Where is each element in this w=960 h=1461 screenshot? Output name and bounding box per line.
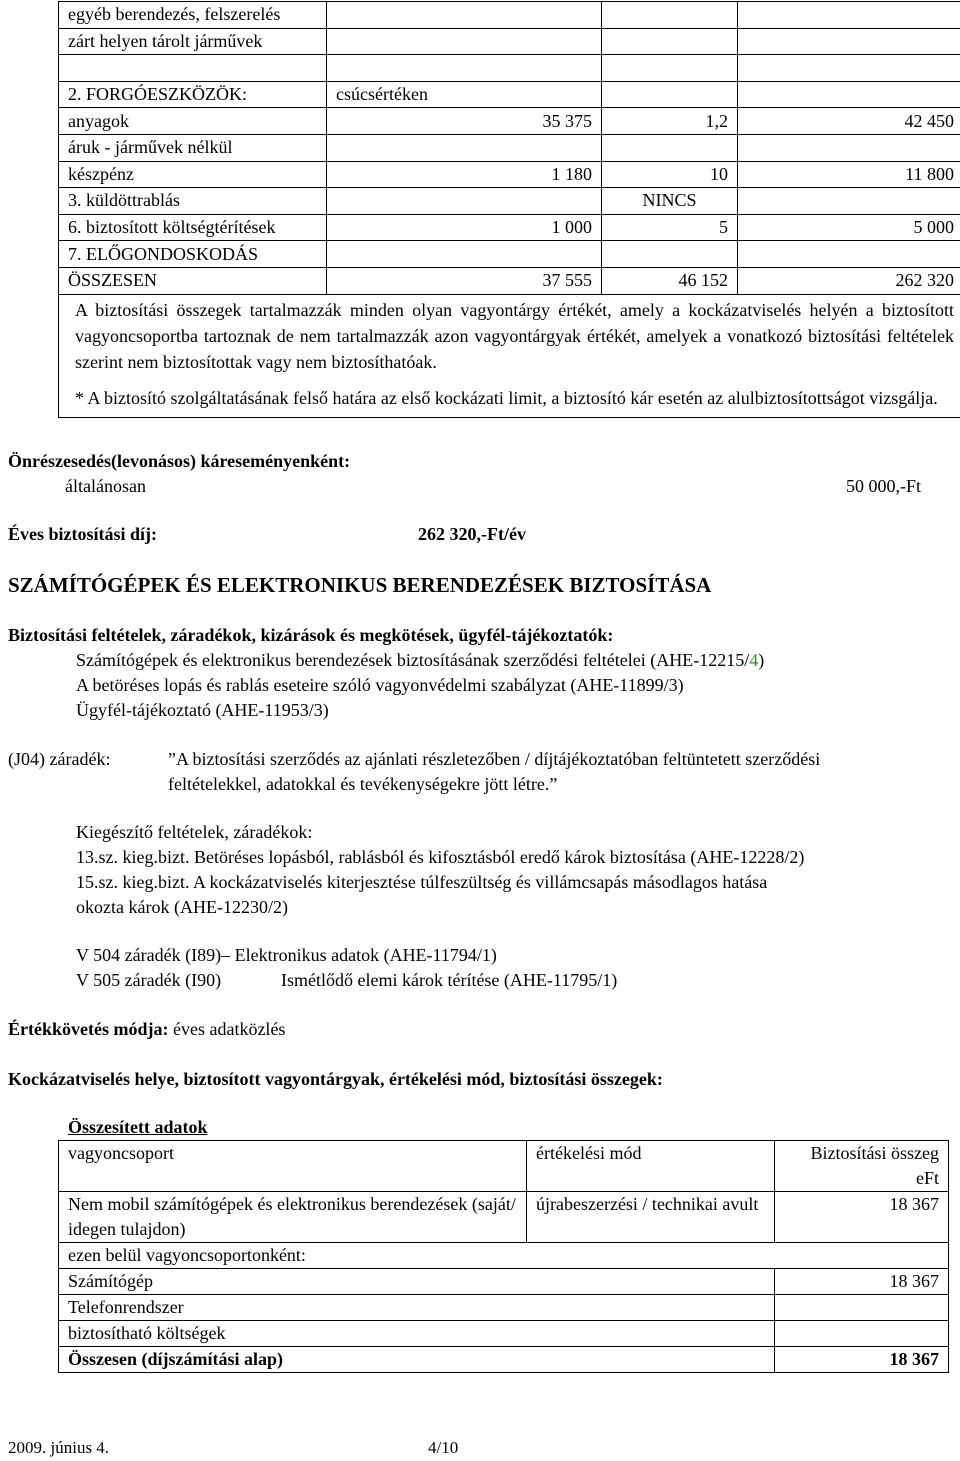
cell-value: 1,2 (602, 108, 738, 135)
cell-value: 1 180 (327, 161, 602, 188)
cell-group: ezen belül vagyoncsoportonként: (59, 1243, 949, 1269)
cell-value: 262 320 (738, 267, 960, 294)
conditions-line-2: A betöréses lopás és rablás eseteire szóló vagyonvédelmi szabályzat (AHE-11899/3) (76, 675, 684, 695)
cell-value: NINCS (602, 188, 738, 215)
cell-amount (775, 1321, 949, 1347)
summary-title: Összesített adatok (68, 1117, 208, 1137)
column-header: Biztosítási összeg eFt (775, 1141, 949, 1192)
row-label: egyéb berendezés, felszerelés (59, 2, 327, 29)
row-label: zárt helyen tárolt járművek (59, 28, 327, 55)
row-label: 7. ELŐGONDOSKODÁS (59, 241, 327, 268)
table-note-row (59, 294, 960, 417)
clause-v505-text: Ismétlődő elemi károk térítése (AHE-11795/1) (281, 970, 618, 990)
footer-date: 2009. június 4. (8, 1438, 110, 1457)
table-row (59, 55, 960, 82)
column-header: értékelési mód (527, 1141, 775, 1192)
table-row (59, 81, 960, 108)
clause-label: (J04) záradék: (8, 749, 111, 769)
cell-value: 35 375 (327, 108, 602, 135)
table-row (59, 1321, 949, 1347)
cell-amount: 18 367 (775, 1192, 949, 1243)
table-row (59, 108, 960, 135)
table-header-row (59, 1141, 949, 1192)
cell-method: újrabeszerzési / technikai avult (527, 1192, 775, 1243)
table-row (59, 214, 960, 241)
cell-value: 11 800 (738, 161, 960, 188)
table-row (59, 161, 960, 188)
total-amount: 18 367 (775, 1347, 949, 1373)
supplementary-line-2: 15.sz. kieg.bizt. A kockázatviselés kiterjesztése túlfeszültség és villámcsapás másodlagos hatása (76, 872, 768, 892)
table-row (59, 1269, 949, 1295)
cell-value: csúcsértéken (327, 81, 602, 108)
footer-page-number: 4/10 (428, 1438, 459, 1457)
table-row (59, 1192, 949, 1243)
row-label: áruk - járművek nélkül (59, 134, 327, 161)
conditions-line-1: Számítógépek és elektronikus berendezések biztosításának szerződési feltételei (AHE-12215/4) (76, 650, 765, 670)
clause-v504: V 504 záradék (I89)– Elektronikus adatok (AHE-11794/1) (76, 945, 497, 965)
cell-value: 5 000 (738, 214, 960, 241)
conditions-line-3: Ügyfél-tájékoztató (AHE-11953/3) (76, 700, 329, 720)
section-title: SZÁMÍTÓGÉPEK ÉS ELEKTRONIKUS BERENDEZÉSEK BIZTOSÍTÁSA (8, 573, 712, 597)
deductible-heading: Önrészesedés(levonásos) káreseményenként: (8, 451, 351, 471)
cell-value: 37 555 (327, 267, 602, 294)
row-label: 6. biztosított költségtérítések (59, 214, 327, 241)
row-label: ÖSSZESEN (59, 267, 327, 294)
cell-group: biztosítható költségek (59, 1321, 775, 1347)
table-row (59, 1295, 949, 1321)
conditions-heading: Biztosítási feltételek, záradékok, kizárások és megkötések, ügyfél-tájékoztatók: (8, 625, 614, 645)
table-row (59, 188, 960, 215)
column-header: vagyoncsoport (59, 1141, 527, 1192)
premium-value: 262 320,-Ft/év (418, 524, 526, 544)
clause-v505-code: V 505 záradék (I90) (76, 970, 222, 990)
table-row-total (59, 267, 960, 294)
cell-amount: 18 367 (775, 1269, 949, 1295)
table-row (59, 134, 960, 161)
cell-value: 46 152 (602, 267, 738, 294)
coverage-note: A biztosítási összegek tartalmazzák minden olyan vagyontárgy értékét, amely a kockázatviselés helyén a biztosított vagyoncsoportba tartoznak de nem tartalmazzák azon vagyontárgyak értékét, amelyek a vonatkozó biztosítási feltételek szerint nem biztosítottak vagy nem biztosíthatóak. (75, 299, 954, 372)
row-label: 2. FORGÓESZKÖZÖK: (59, 81, 327, 108)
table-row (59, 2, 960, 29)
cell-group: Számítógép (59, 1269, 775, 1295)
row-label: anyagok (59, 108, 327, 135)
limit-note: * A biztosító szolgáltatásának felső határa az első kockázati limit, a biztosító kár esetén az alulbiztosítottságot vizsgálja. (75, 387, 938, 408)
table-row (59, 1243, 949, 1269)
clause-text-1: ”A biztosítási szerződés az ajánlati részletezőben / díjtájékoztatóban feltüntetett szerződési (168, 749, 821, 769)
cell-amount (775, 1295, 949, 1321)
table-row (59, 28, 960, 55)
premium-label: Éves biztosítási díj: (8, 524, 158, 544)
table-row (59, 241, 960, 268)
row-label: készpénz (59, 161, 327, 188)
valuation-line: Értékkövetés módja: éves adatközlés (8, 1019, 286, 1039)
cell-value: 10 (602, 161, 738, 188)
cell-value: 5 (602, 214, 738, 241)
cell-value: 1 000 (327, 214, 602, 241)
clause-text-2: feltételekkel, adatokkal és tevékenységekre jött létre.” (168, 774, 558, 794)
table-row-total (59, 1347, 949, 1373)
cell-value: 42 450 (738, 108, 960, 135)
supplementary-line-1: 13.sz. kieg.bizt. Betöréses lopásból, rablásból és kifosztásból eredő károk biztosítása (AHE-12228/2) (76, 847, 805, 867)
supplementary-line-3: okozta károk (AHE-12230/2) (76, 897, 288, 917)
risk-location-heading: Kockázatviselés helye, biztosított vagyontárgyak, értékelési mód, biztosítási összegek: (8, 1069, 663, 1089)
deductible-label: általánosan (65, 476, 146, 496)
row-label: 3. küldöttrablás (59, 188, 327, 215)
supplementary-heading: Kiegészítő feltételek, záradékok: (76, 822, 313, 842)
cell-group: Telefonrendszer (59, 1295, 775, 1321)
cell-group: Nem mobil számítógépek és elektronikus berendezések (saját/ idegen tulajdon) (59, 1192, 527, 1243)
total-label: Összesen (díjszámítási alap) (59, 1347, 775, 1373)
coverage-table (58, 1, 960, 418)
deductible-value: 50 000,-Ft (846, 476, 922, 496)
summary-table (58, 1140, 949, 1373)
